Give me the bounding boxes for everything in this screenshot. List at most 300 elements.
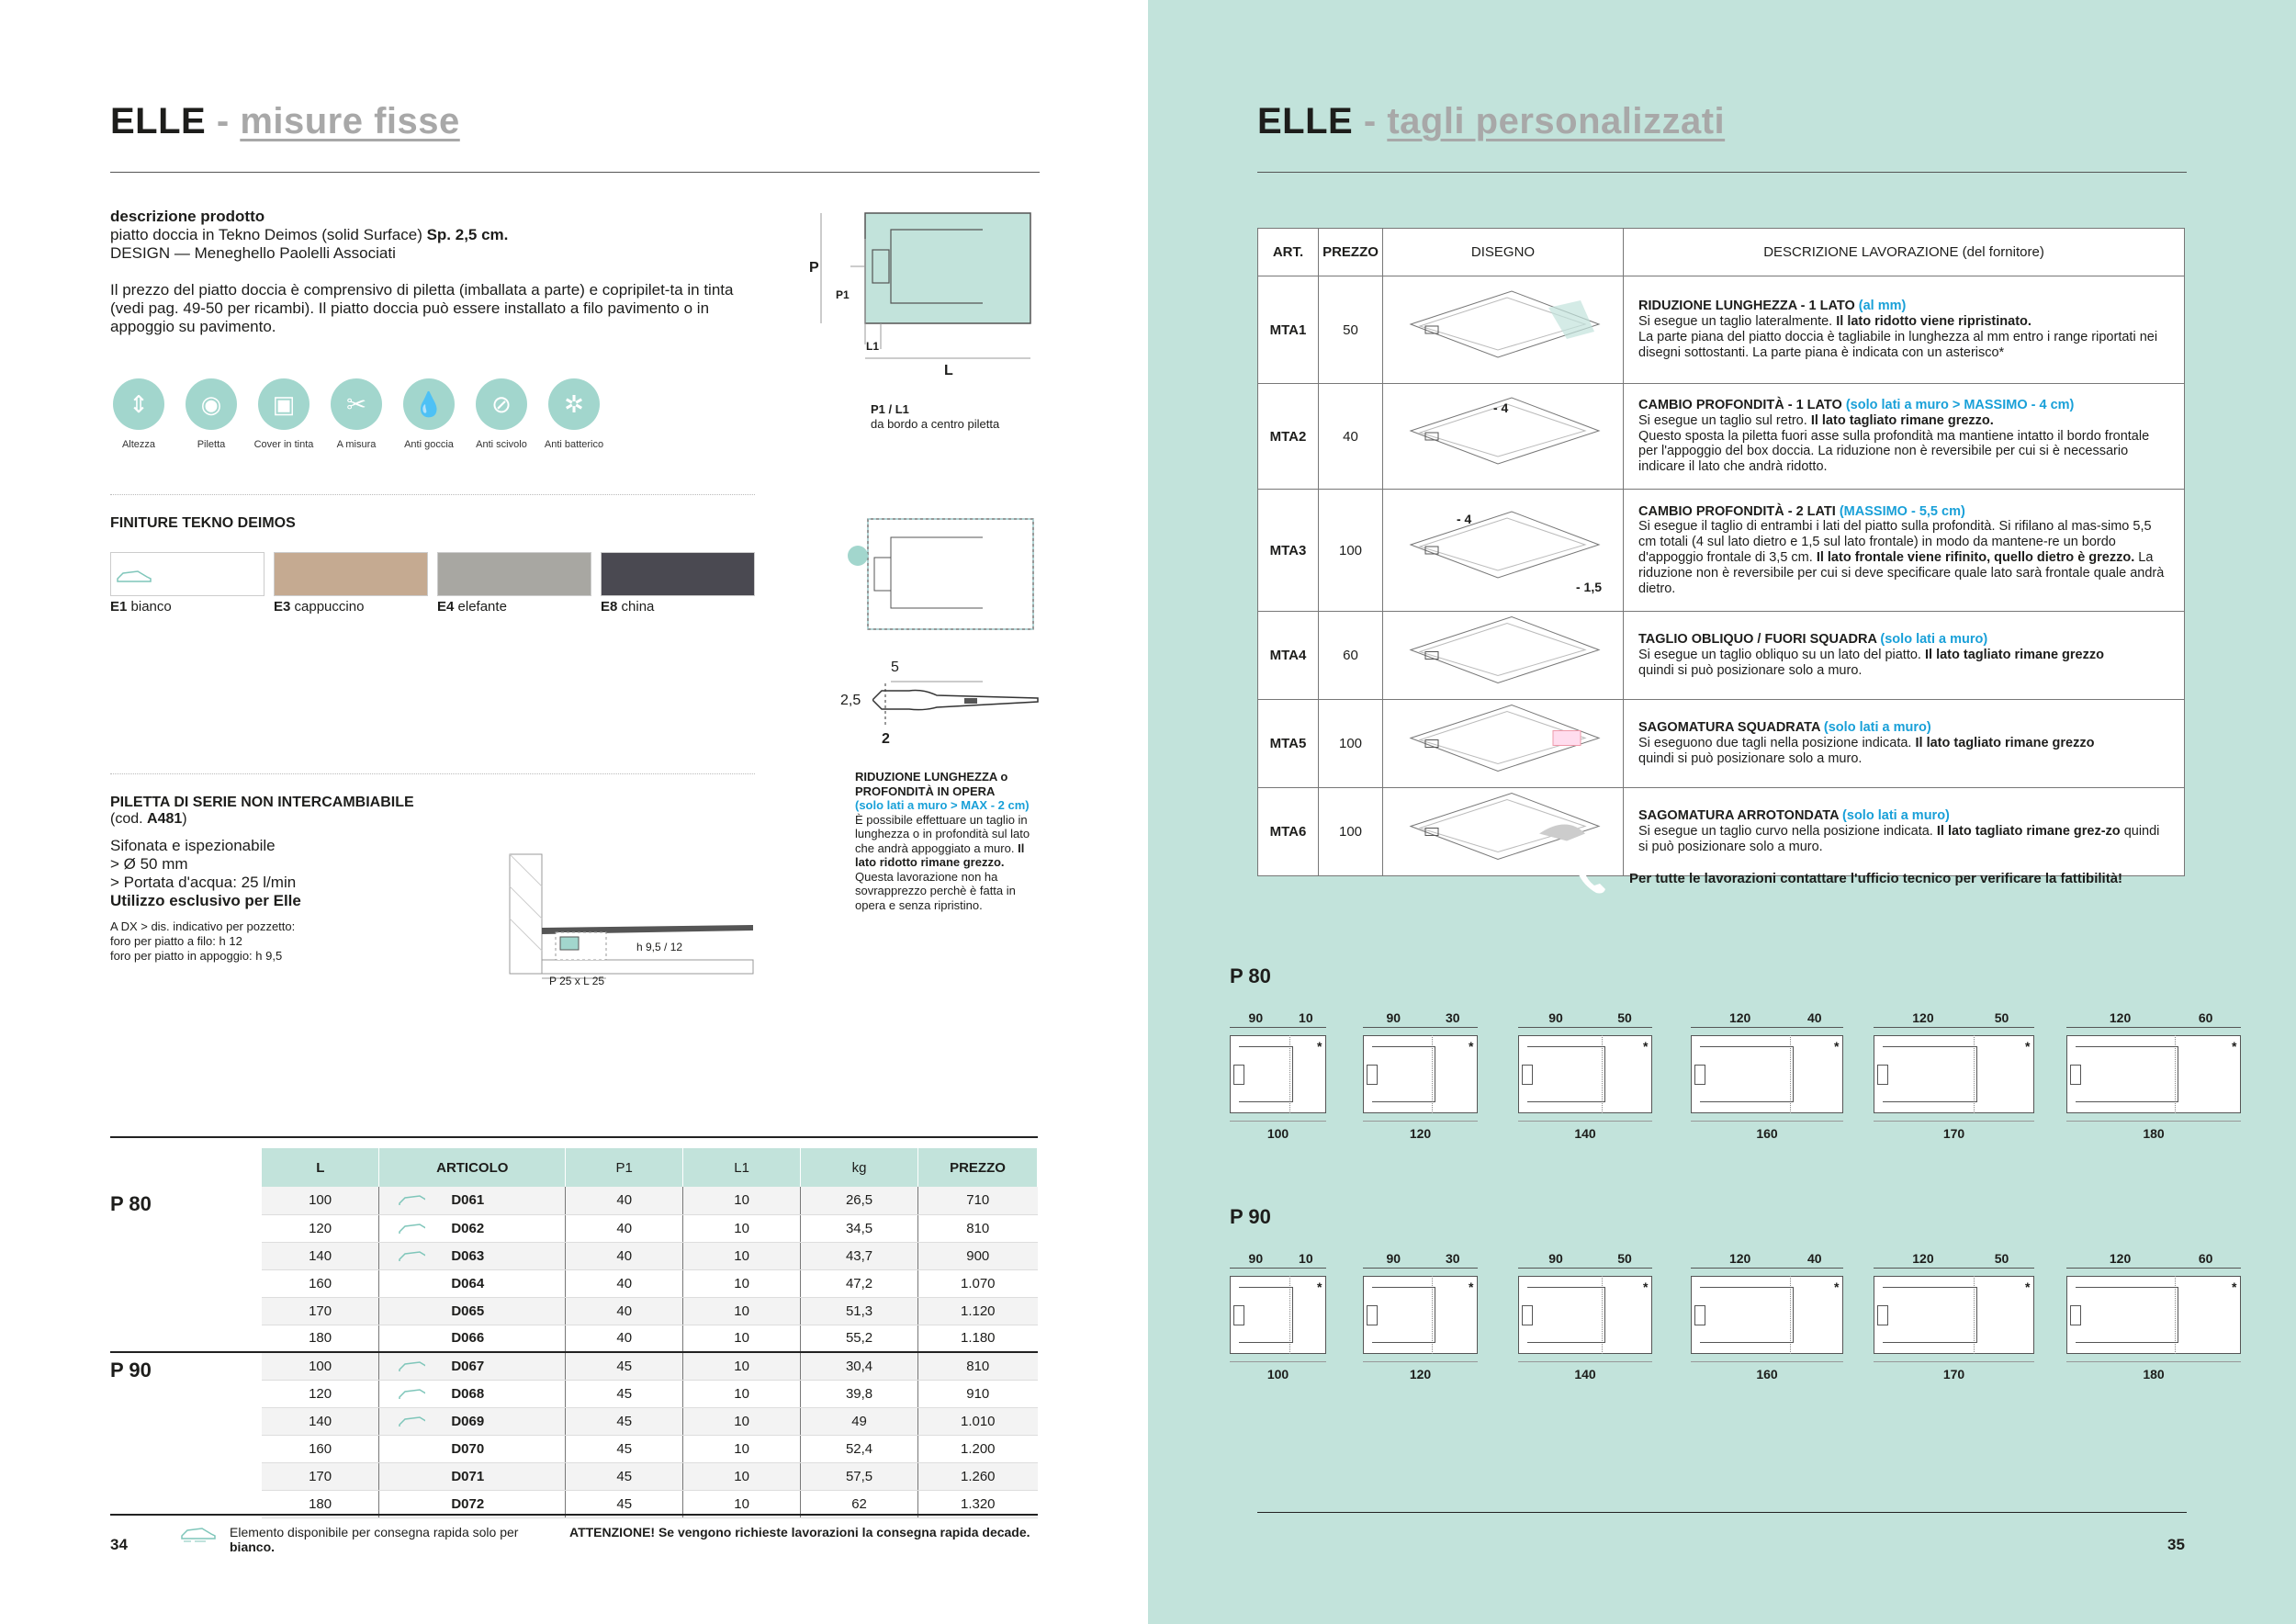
dim-variable: 10 <box>1299 1010 1313 1025</box>
cut-drawing <box>1383 276 1624 384</box>
cell-articolo <box>379 1214 566 1242</box>
cell-l: 160 <box>262 1269 379 1297</box>
cut-row <box>1258 384 2185 490</box>
cell-kg: 55,2 <box>801 1325 918 1352</box>
cut-row <box>1258 788 2185 876</box>
cell-l: 180 <box>262 1325 379 1352</box>
plate-inner <box>1700 1287 1794 1343</box>
piletta-line1: Sifonata e ispezionabile <box>110 837 276 854</box>
reduction-text-c: Questa lavorazione non ha sovrapprezzo perchè è fatta in opera e senza ripristino. <box>855 869 1016 912</box>
cell-p1: 40 <box>566 1242 683 1269</box>
reduction-limit: (solo lati a muro > MAX - 2 cm) <box>855 798 1030 812</box>
cut-text-2: quindi si può posizionare solo a muro. <box>1638 824 2160 854</box>
cell-articolo <box>379 1269 566 1297</box>
cell-l: 180 <box>262 1490 379 1517</box>
cell-prezzo: 1.010 <box>918 1407 1038 1435</box>
cut-text-bold: Il lato tagliato rimane grezzo <box>1915 736 2095 751</box>
plate-sketch <box>1383 700 1622 784</box>
finish-code: E3 <box>274 599 291 615</box>
icon-label: Anti scivolo <box>476 439 527 450</box>
drain-mark <box>2070 1305 2081 1325</box>
th-l1: L1 <box>683 1148 801 1187</box>
cut-text-bold: Il lato ridotto viene ripristinato. <box>1836 314 2032 330</box>
piletta-block <box>110 795 551 964</box>
legend-b: bianco. <box>230 1539 276 1554</box>
cell-prezzo: 1.260 <box>918 1462 1038 1490</box>
dim-variable: 50 <box>1994 1010 2009 1025</box>
swatch-label <box>437 599 507 615</box>
cell-articolo <box>379 1435 566 1462</box>
dim-line <box>2066 1027 2241 1028</box>
cell-p1: 40 <box>566 1214 683 1242</box>
dim-line <box>1874 1121 2034 1122</box>
cut-limit: (solo lati a muro) <box>1819 720 1931 736</box>
dim-twofive: 2,5 <box>840 693 861 708</box>
title-main: ELLE <box>110 101 207 141</box>
title-sub: tagli personalizzati <box>1387 101 1726 141</box>
drain-mark <box>1694 1065 1705 1085</box>
drain-mark <box>2070 1065 2081 1085</box>
caption-p1l1: P1 / L1 <box>871 402 909 416</box>
warning-text: ATTENZIONE! Se vengono richieste lavorazioni la consegna rapida decade. <box>569 1525 1030 1539</box>
dim-variable: 60 <box>2198 1251 2213 1266</box>
asterisk-mark: * <box>1834 1280 1840 1294</box>
cell-kg: 43,7 <box>801 1242 918 1269</box>
dim-l1: L1 <box>866 340 880 353</box>
contact-note: Per tutte le lavorazioni contattare l'ufficio tecnico per verificare la fattibilità! <box>1629 871 2123 886</box>
icon-label: Anti goccia <box>404 439 454 450</box>
cell-kg: 62 <box>801 1490 918 1517</box>
article-code: D070 <box>451 1440 485 1457</box>
swatch-label <box>274 599 364 615</box>
cell-l: 120 <box>262 1380 379 1407</box>
asterisk-mark: * <box>2232 1039 2237 1054</box>
dim-fixed: 90 <box>1248 1010 1264 1025</box>
piletta-cod-a: (cod. <box>110 811 148 827</box>
cut-title: CAMBIO PROFONDITÀ - 1 LATO <box>1638 398 1842 412</box>
cell-prezzo: 710 <box>918 1187 1038 1214</box>
dim-variable: 40 <box>1806 1010 1822 1025</box>
cell-l1: 10 <box>683 1407 801 1435</box>
cell-p1: 45 <box>566 1407 683 1435</box>
dim-five: 5 <box>891 660 899 675</box>
piletta-note2: foro per piatto a filo: h 12 <box>110 934 242 948</box>
cut-drawing <box>1383 612 1624 700</box>
title-rule <box>110 172 1040 173</box>
legend-a: Elemento disponibile per consegna rapida solo per <box>230 1525 519 1539</box>
cell-p1: 45 <box>566 1380 683 1407</box>
legend-text <box>230 1525 551 1554</box>
piletta-icon: ◉ <box>186 378 237 430</box>
reduction-text-b: Il lato ridotto rimane grezzo. <box>855 840 1025 869</box>
plate-inner <box>1700 1046 1794 1102</box>
dim-variable: 40 <box>1806 1251 1822 1266</box>
th-art: ART. <box>1258 229 1319 276</box>
cell-l1: 10 <box>683 1435 801 1462</box>
asterisk-mark: * <box>2025 1280 2031 1294</box>
cut-limit: (al mm) <box>1854 299 1907 314</box>
dim-total: 180 <box>2143 1126 2165 1141</box>
quick-delivery-icon <box>398 1248 425 1261</box>
cell-p1: 45 <box>566 1490 683 1517</box>
cut-title: CAMBIO PROFONDITÀ - 2 LATI <box>1638 503 1836 519</box>
dim-line <box>1691 1361 1843 1362</box>
quick-delivery-icon <box>398 1414 425 1427</box>
quick-delivery-icon <box>180 1525 217 1543</box>
diagram-caption <box>871 402 999 432</box>
cell-articolo <box>379 1407 566 1435</box>
drain-mark <box>1522 1305 1533 1325</box>
dim-fixed: 90 <box>1386 1251 1401 1266</box>
cell-articolo <box>379 1187 566 1214</box>
dim-line <box>2066 1121 2241 1122</box>
page-title-left <box>110 101 460 142</box>
cut-description <box>1624 490 2185 612</box>
swatch-E4 <box>437 552 591 596</box>
page-number-left: 34 <box>110 1536 128 1553</box>
cell-l: 100 <box>262 1352 379 1380</box>
drain-mark <box>1522 1065 1533 1085</box>
cell-l: 140 <box>262 1242 379 1269</box>
article-code: D069 <box>451 1413 485 1429</box>
cell-l1: 10 <box>683 1187 801 1214</box>
icon-label: A misura <box>336 439 377 450</box>
plate-inner <box>1883 1287 1977 1343</box>
title-rule <box>1257 172 2187 173</box>
cut-text: Si esegue un taglio curvo nella posizione indicata. <box>1638 824 1937 840</box>
cut-code: MTA2 <box>1258 384 1319 490</box>
table-top-rule <box>110 1136 1038 1138</box>
cut-description <box>1624 384 2185 490</box>
cut-text-2: quindi si può posizionare solo a muro. <box>1638 662 1863 678</box>
article-code: D062 <box>451 1220 485 1236</box>
caption-text: da bordo a centro piletta <box>871 417 1000 431</box>
cut-text-bold: Il lato tagliato rimane grezzo. <box>1810 412 1994 428</box>
cell-articolo <box>379 1462 566 1490</box>
piletta-note1: A DX > dis. indicativo per pozzetto: <box>110 919 296 933</box>
swatch-E3 <box>274 552 428 596</box>
dim-variable: 10 <box>1299 1251 1313 1266</box>
cut-code: MTA5 <box>1258 700 1319 788</box>
plate-inner <box>1372 1287 1435 1343</box>
cell-articolo <box>379 1325 566 1352</box>
quick-delivery-icon <box>116 568 152 586</box>
plate-inner <box>1527 1287 1605 1343</box>
title-dash: - <box>216 101 230 141</box>
cut-code: MTA4 <box>1258 612 1319 700</box>
drain-mark <box>1877 1305 1888 1325</box>
article-code: D072 <box>451 1495 485 1512</box>
dim-total: 140 <box>1574 1367 1596 1382</box>
article-code: D063 <box>451 1247 485 1264</box>
cell-articolo <box>379 1352 566 1380</box>
dim-fixed: 90 <box>1548 1251 1563 1266</box>
dim-fixed: 120 <box>1912 1010 1934 1025</box>
cell-prezzo: 900 <box>918 1242 1038 1269</box>
page-title-right <box>1257 101 1725 142</box>
table-row <box>110 1352 1038 1380</box>
cell-prezzo: 1.070 <box>918 1269 1038 1297</box>
cell-kg: 57,5 <box>801 1462 918 1490</box>
piletta-cod-c: ) <box>182 811 187 827</box>
plate-inner <box>1239 1046 1293 1102</box>
dim-line <box>1691 1268 1843 1269</box>
piletta-diagram <box>505 850 758 992</box>
article-code: D064 <box>451 1275 485 1291</box>
swatch-E8 <box>601 552 755 596</box>
dim-total: 160 <box>1756 1367 1778 1382</box>
asterisk-mark: * <box>1643 1039 1649 1054</box>
cell-p1: 40 <box>566 1269 683 1297</box>
cell-prezzo: 810 <box>918 1214 1038 1242</box>
th-prezzo: PREZZO <box>1319 229 1383 276</box>
cut-code: MTA6 <box>1258 788 1319 876</box>
cell-kg: 34,5 <box>801 1214 918 1242</box>
dim-line <box>1363 1268 1478 1269</box>
quick-delivery-icon <box>398 1192 425 1205</box>
misura-icon: ✂ <box>331 378 382 430</box>
piletta-heading: PILETTA DI SERIE NON INTERCAMBIABILE <box>110 795 414 810</box>
cut-price: 100 <box>1319 788 1383 876</box>
cut-price: 60 <box>1319 612 1383 700</box>
cut-text-bold: Il lato frontale viene rifinito, quello dietro è grezzo. <box>1816 550 2135 565</box>
table-header-row <box>110 1148 1038 1187</box>
cell-prezzo: 1.200 <box>918 1435 1038 1462</box>
custom-cuts-table <box>1257 228 2185 876</box>
table-corner <box>110 1148 262 1187</box>
plate-inner <box>1527 1046 1605 1102</box>
cut-text-2: La riduzione non è reversibile per cui si deve specificare quale lato sarà frontale quale andrà dietro. <box>1638 550 2165 596</box>
dim-variable: 50 <box>1617 1010 1632 1025</box>
th-kg: kg <box>801 1148 918 1187</box>
dim-line <box>1363 1121 1478 1122</box>
dim-total: 160 <box>1756 1126 1778 1141</box>
cut-limit: (solo lati a muro) <box>1839 808 1950 824</box>
cell-prezzo: 910 <box>918 1380 1038 1407</box>
dim-variable: 30 <box>1446 1010 1460 1025</box>
divider <box>110 773 755 774</box>
piletta-dim-size: P 25 x L 25 <box>549 975 605 987</box>
plate-inner <box>1239 1287 1293 1343</box>
cell-l1: 10 <box>683 1380 801 1407</box>
reduction-text-a: È possibile effettuare un taglio in lunghezza o in profondità sul lato che andrà appoggiato a muro. <box>855 812 1030 855</box>
dim-line <box>1691 1027 1843 1028</box>
dim-total: 100 <box>1266 1367 1289 1382</box>
dim-fixed: 120 <box>1912 1251 1934 1266</box>
bottom-rule-right <box>1257 1512 2187 1513</box>
product-table <box>110 1148 1038 1518</box>
finish-code: E8 <box>601 599 618 615</box>
cut-text-bold: Il lato tagliato rimane grez-zo <box>1936 824 2121 840</box>
cut-title: RIDUZIONE LUNGHEZZA - 1 LATO <box>1638 299 1855 314</box>
dim-line <box>1230 1268 1326 1269</box>
cell-p1: 45 <box>566 1352 683 1380</box>
reduction-title: RIDUZIONE LUNGHEZZA o PROFONDITÀ IN OPERA <box>855 770 1008 798</box>
cut-price: 40 <box>1319 384 1383 490</box>
th-articolo: ARTICOLO <box>379 1148 566 1187</box>
product-description <box>110 208 771 336</box>
cut-limit: (solo lati a muro > MASSIMO - 4 cm) <box>1841 398 2075 412</box>
th-l: L <box>262 1148 379 1187</box>
th-disegno: DISEGNO <box>1383 229 1624 276</box>
dim-total: 170 <box>1942 1367 1965 1382</box>
cell-kg: 52,4 <box>801 1435 918 1462</box>
cell-l: 100 <box>262 1187 379 1214</box>
cell-p1: 45 <box>566 1462 683 1490</box>
finish-name: china <box>621 599 655 615</box>
piletta-code: A481 <box>147 811 183 827</box>
cut-drawing <box>1383 700 1624 788</box>
dim-variable: 60 <box>2198 1010 2213 1025</box>
phone-icon <box>1574 860 1609 897</box>
cut-description <box>1624 612 2185 700</box>
plate-sketch <box>1383 276 1622 379</box>
article-code: D061 <box>451 1192 485 1209</box>
cell-l: 160 <box>262 1435 379 1462</box>
cell-kg: 51,3 <box>801 1297 918 1325</box>
dim-line <box>1874 1361 2034 1362</box>
page-number-right: 35 <box>2167 1536 2185 1553</box>
cut-text: Si esegue un taglio lateralmente. <box>1638 314 1837 330</box>
cut-dim-back: - 4 <box>1493 400 1509 415</box>
cell-kg: 39,8 <box>801 1380 918 1407</box>
cut-text: Si esegue un taglio obliquo su un lato del piatto. <box>1638 648 1925 663</box>
finish-name: bianco <box>130 599 172 615</box>
plate-sketch <box>1383 384 1622 485</box>
title-sub: misure fisse <box>240 101 460 141</box>
antibatterico-icon: ✲ <box>548 378 600 430</box>
cut-price: 100 <box>1319 490 1383 612</box>
finish-name: cappuccino <box>294 599 365 615</box>
dim-total: 180 <box>2143 1367 2165 1382</box>
drain-mark <box>1367 1305 1378 1325</box>
cell-l1: 10 <box>683 1325 801 1352</box>
dim-variable: 50 <box>1994 1251 2009 1266</box>
cell-prezzo: 1.180 <box>918 1325 1038 1352</box>
dim-total: 170 <box>1942 1126 1965 1141</box>
desc-paragraph: Il prezzo del piatto doccia è comprensivo di piletta (imballata a parte) e copripilet-ta in tinta (vedi pag. 49-50 per ricambi). Il piatto doccia può essere installato a filo pavimento o in appoggio su pavimento. <box>110 281 734 335</box>
dim-line <box>1874 1268 2034 1269</box>
cell-prezzo: 1.120 <box>918 1297 1038 1325</box>
cover-icon: ▣ <box>258 378 310 430</box>
dim-l: L <box>944 363 953 378</box>
dim-line <box>1363 1027 1478 1028</box>
title-dash: - <box>1363 101 1377 141</box>
finish-name: elefante <box>457 599 507 615</box>
dim-line <box>1363 1361 1478 1362</box>
cell-l: 170 <box>262 1462 379 1490</box>
cut-row <box>1258 612 2185 700</box>
plate-inner <box>1883 1046 1977 1102</box>
drain-mark <box>1233 1065 1244 1085</box>
desc-thickness: Sp. 2,5 cm. <box>426 226 509 243</box>
finish-heading: FINITURE TEKNO DEIMOS <box>110 515 296 531</box>
asterisk-mark: * <box>1317 1280 1322 1294</box>
cell-kg: 30,4 <box>801 1352 918 1380</box>
dim-line <box>1230 1121 1326 1122</box>
cut-title: TAGLIO OBLIQUO / FUORI SQUADRA <box>1638 632 1877 648</box>
piletta-line3: > Portata d'acqua: 25 l/min <box>110 874 297 891</box>
cell-p1: 40 <box>566 1297 683 1325</box>
cut-text: Si esegue il taglio di entrambi i lati del piatto sulla profondità. Si rifilano al mas-simo 5,5 cm totali (4 sul lato dietro e 1,5 sul lato frontale) in modo da mantene-re un bordo d'appoggio frontale di 3,5 cm. <box>1638 519 2152 565</box>
dim-two: 2 <box>882 731 890 747</box>
piletta-line4: Utilizzo esclusivo per Elle <box>110 892 301 909</box>
drain-mark <box>1694 1305 1705 1325</box>
divider <box>110 494 755 495</box>
cuts-header-row <box>1258 229 2185 276</box>
desc-line1: piatto doccia in Tekno Deimos (solid Surface) <box>110 226 427 243</box>
cell-kg: 26,5 <box>801 1187 918 1214</box>
cell-l: 140 <box>262 1407 379 1435</box>
cell-kg: 49 <box>801 1407 918 1435</box>
article-code: D071 <box>451 1468 485 1484</box>
dim-line <box>2066 1361 2241 1362</box>
desc-heading: descrizione prodotto <box>110 208 265 225</box>
cell-l1: 10 <box>683 1462 801 1490</box>
altezza-icon: ⇕ <box>113 378 164 430</box>
article-code: D066 <box>451 1330 485 1347</box>
cell-prezzo: 810 <box>918 1352 1038 1380</box>
drain-mark <box>1367 1065 1378 1085</box>
swatch-label <box>110 599 172 615</box>
cell-p1: 45 <box>566 1435 683 1462</box>
cut-price: 50 <box>1319 276 1383 384</box>
cell-articolo <box>379 1297 566 1325</box>
piletta-note3: foro per piatto in appoggio: h 9,5 <box>110 949 283 963</box>
dim-fixed: 120 <box>1728 1251 1751 1266</box>
drain-mark <box>1233 1305 1244 1325</box>
antigoccia-icon: 💧 <box>403 378 455 430</box>
cut-drawing <box>1383 490 1624 612</box>
cut-code: MTA3 <box>1258 490 1319 612</box>
antiscivolo-icon: ⊘ <box>476 378 527 430</box>
dim-line <box>1518 1121 1652 1122</box>
article-code: D065 <box>451 1303 485 1319</box>
desc-design: DESIGN — Meneghello Paolelli Associati <box>110 244 396 262</box>
cell-articolo <box>379 1242 566 1269</box>
th-descrizione: DESCRIZIONE LAVORAZIONE (del fornitore) <box>1624 229 2185 276</box>
cut-description <box>1624 788 2185 876</box>
dim-line <box>1518 1268 1652 1269</box>
asterisk-mark: * <box>1834 1039 1840 1054</box>
cut-dim-back: - 4 <box>1457 512 1472 526</box>
cut-title: SAGOMATURA ARROTONDATA <box>1638 808 1840 824</box>
quick-delivery-icon <box>398 1359 425 1371</box>
cut-row <box>1258 490 2185 612</box>
dim-line <box>1230 1027 1326 1028</box>
quick-delivery-icon <box>398 1221 425 1234</box>
dim-p1: P1 <box>836 288 850 301</box>
quick-delivery-icon <box>398 1386 425 1399</box>
dim-total: 100 <box>1266 1126 1289 1141</box>
cut-description <box>1624 700 2185 788</box>
table-row <box>110 1187 1038 1214</box>
cell-l: 120 <box>262 1214 379 1242</box>
dim-line <box>2066 1268 2241 1269</box>
article-code: D068 <box>451 1385 485 1402</box>
finish-code: E4 <box>437 599 455 615</box>
icon-label: Altezza <box>121 439 156 450</box>
asterisk-mark: * <box>1469 1039 1474 1054</box>
dim-total: 140 <box>1574 1126 1596 1141</box>
asterisk-mark: * <box>1317 1039 1322 1054</box>
dim-fixed: 90 <box>1548 1010 1563 1025</box>
table-bottom-rule <box>110 1514 1038 1516</box>
cell-prezzo: 1.320 <box>918 1490 1038 1517</box>
icon-label: Cover in tinta <box>253 439 314 450</box>
cut-diagram <box>845 514 1042 634</box>
dim-total: 120 <box>1409 1126 1432 1141</box>
